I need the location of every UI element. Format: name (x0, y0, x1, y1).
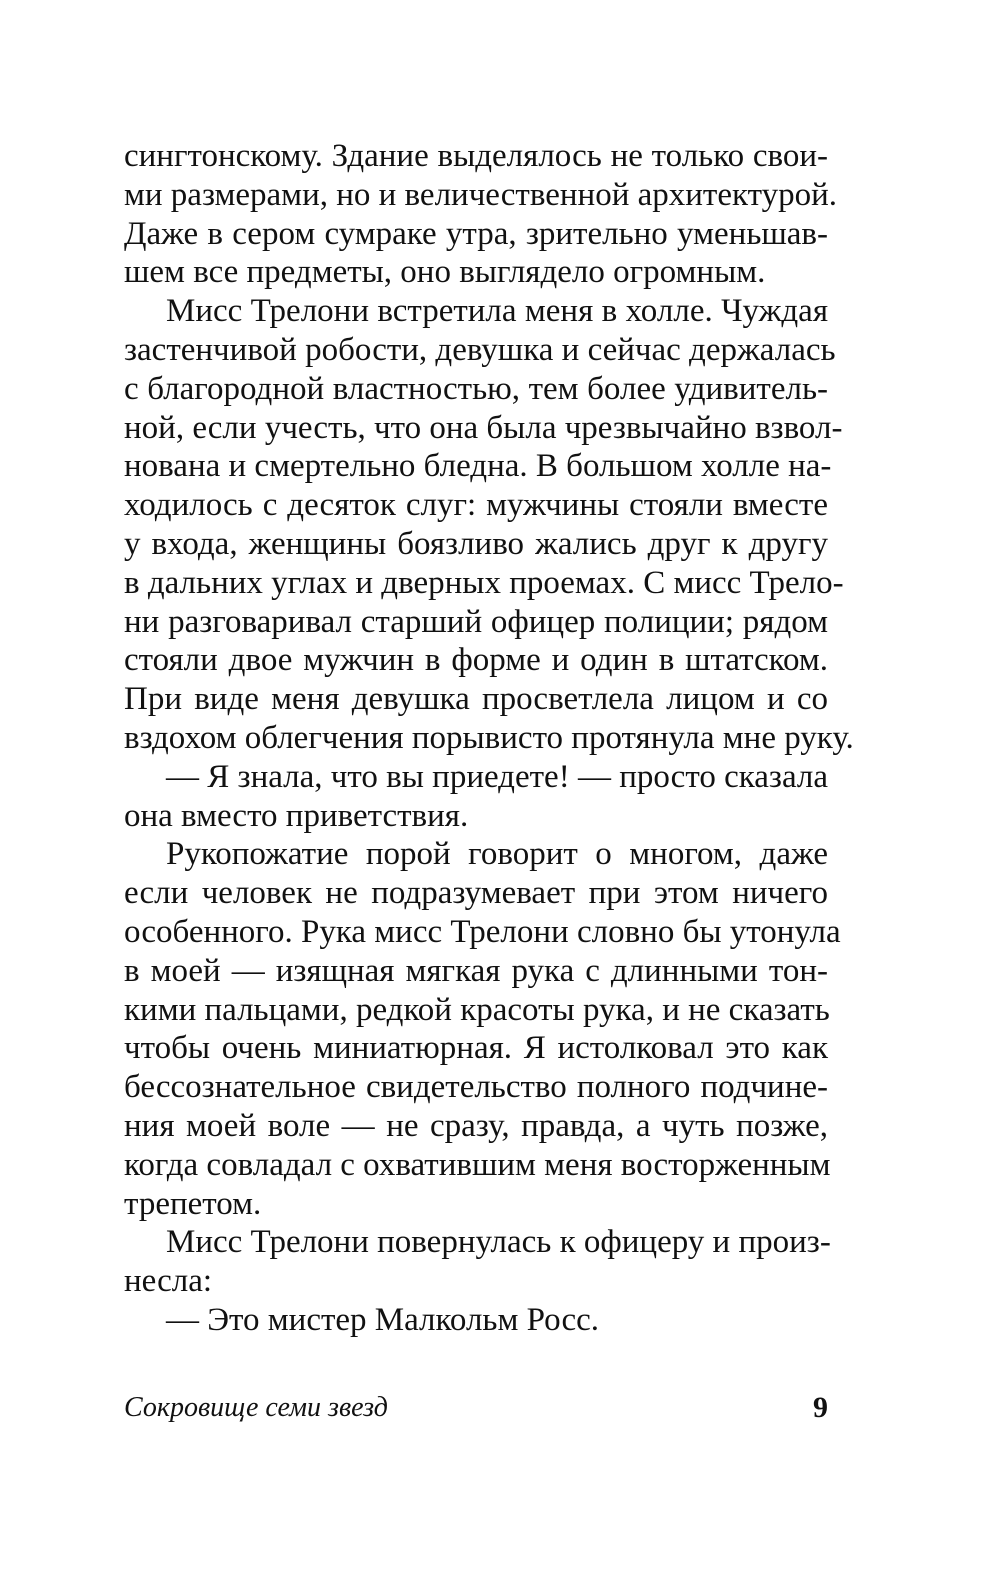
text-line: — Это мистер Малкольм Росс. (166, 1301, 599, 1338)
text-line: — Я знала, что вы приедете! — просто сказала (166, 758, 828, 795)
text-line: ми размерами, но и величественной архитектурой. (124, 176, 837, 213)
running-title: Сокровище семи звезд (124, 1392, 388, 1423)
text-line: ной, если учесть, что она была чрезвычайно взвол- (124, 409, 843, 446)
text-line: трепетом. (124, 1185, 262, 1222)
text-line: у входа, женщины боязливо жались друг к другу (124, 525, 828, 562)
text-line: Мисс Трелони повернулась к офицеру и произ- (166, 1224, 831, 1261)
text-line: чтобы очень миниатюрная. Я истолковал это как (124, 1030, 828, 1067)
text-line: она вместо приветствия. (124, 797, 469, 834)
text-line: шем все предметы, оно выглядело огромным. (124, 254, 766, 291)
text-line: стояли двое мужчин в форме и один в штатском. (124, 642, 828, 679)
text-line: вздохом облегчения порывисто протянула мне руку. (124, 719, 854, 756)
body-text (124, 137, 854, 1340)
text-line: сингтонскому. Здание выделялось не только свои- (124, 138, 828, 174)
text-line: Даже в сером сумраке утра, зрительно уменьшав- (124, 215, 828, 252)
text-line: застенчивой робости, девушка и сейчас держалась (124, 331, 836, 368)
text-line: бессознательное свидетельство полного подчине- (124, 1069, 828, 1106)
text-line: ния моей воле — не сразу, правда, а чуть позже, (124, 1107, 828, 1144)
text-line: При виде меня девушка просветлела лицом и со (124, 681, 828, 718)
text-line: с благородной властностью, тем более удивитель- (124, 370, 828, 407)
text-line: нована и смертельно бледна. В большом холле на- (124, 448, 832, 485)
text-line: когда совладал с охватившим меня восторженным (124, 1146, 831, 1183)
text-line: ходилось с десяток слуг: мужчины стояли вместе (124, 487, 828, 524)
text-line: несла: (124, 1263, 213, 1300)
text-line: в дальних углах и дверных проемах. С мисс Трело- (124, 564, 844, 601)
text-line: в моей — изящная мягкая рука с длинными тон- (124, 952, 828, 989)
text-line: кими пальцами, редкой красоты рука, и не сказать (124, 991, 830, 1028)
page-number: 9 (813, 1391, 828, 1424)
text-line: особенного. Рука мисс Трелони словно бы утонула (124, 913, 841, 950)
text-line: ни разговаривал старший офицер полиции; рядом (124, 603, 828, 640)
text-line: если человек не подразумевает при этом ничего (124, 875, 828, 912)
page-footer (124, 1388, 828, 1428)
text-line: Мисс Трелони встретила меня в холле. Чуждая (166, 293, 828, 330)
text-line: Рукопожатие порой говорит о многом, даже (166, 836, 828, 873)
